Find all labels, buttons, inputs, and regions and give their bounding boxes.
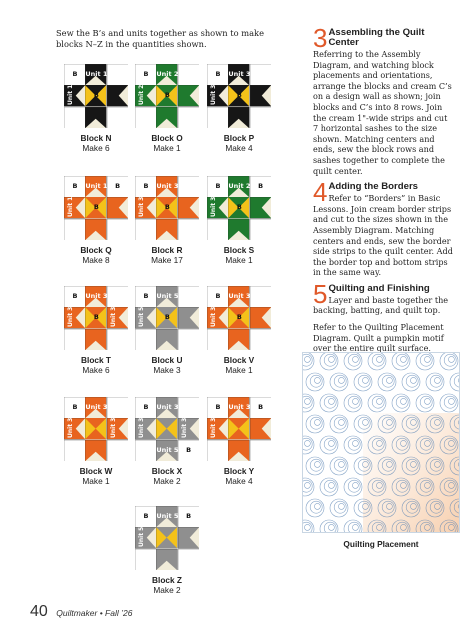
unit-label: Unit 3 <box>67 417 74 438</box>
block-unit-strip <box>228 329 249 350</box>
block-caption <box>127 355 207 375</box>
piece-b-label: B <box>72 182 78 190</box>
block-corner-square <box>178 64 199 85</box>
piece-b-label: B <box>72 403 78 411</box>
block-caption <box>127 245 207 265</box>
unit-label: Unit 3 <box>67 306 74 327</box>
step-body: Layer and baste together the backing, batting, and quilt top. <box>313 294 449 316</box>
block-corner-square <box>250 286 271 307</box>
step-title: Adding the Borders <box>328 181 419 193</box>
quilt-block-t <box>64 286 128 350</box>
step-number: 3 <box>313 23 328 53</box>
unit-label: Unit 2 <box>156 70 179 78</box>
unit-label: Unit 3 <box>85 292 108 300</box>
block-unit-strip <box>250 85 271 106</box>
block-corner-square <box>107 64 128 85</box>
unit-label: Unit 5 <box>138 306 145 327</box>
step-quilting <box>313 278 453 316</box>
quilt-block-s <box>207 176 271 240</box>
unit-label: Unit 3 <box>109 417 117 438</box>
quilt-block-x <box>135 397 199 461</box>
piece-b-label: B <box>236 203 242 212</box>
unit-label: Unit 1 <box>67 84 74 105</box>
step-title: Assembling the Quilt Center <box>328 27 425 48</box>
block-quantity: Make 8 <box>82 255 110 265</box>
placement-caption: Quilting Placement <box>343 539 419 549</box>
block-unit-strip <box>156 219 177 240</box>
piece-b-label: B <box>143 292 149 300</box>
piece-b-label: B <box>215 70 221 78</box>
block-quantity: Make 6 <box>82 365 110 375</box>
pumpkin-quilting-pattern <box>303 353 460 533</box>
block-center-square <box>85 418 106 439</box>
piece-b-label: B <box>215 182 221 190</box>
unit-label: Unit 3 <box>228 403 251 411</box>
block-quantity: Make 6 <box>82 143 110 153</box>
block-corner-square <box>64 219 85 240</box>
block-unit-strip <box>85 440 106 461</box>
quilt-block-r <box>135 176 199 240</box>
block-name: Block Q <box>80 245 112 255</box>
piece-b-label: B <box>93 91 99 100</box>
block-corner-square <box>107 107 128 128</box>
block-corner-square <box>135 219 156 240</box>
block-quantity: Make 1 <box>225 255 253 265</box>
page-number: 40 <box>30 603 48 620</box>
piece-b-label: B <box>143 182 149 190</box>
block-corner-square <box>107 329 128 350</box>
block-corner-square <box>207 440 228 461</box>
block-quantity: Make 2 <box>153 476 181 486</box>
unit-label: Unit 5 <box>138 526 145 547</box>
piece-b-label: B <box>236 313 242 322</box>
page-footer <box>30 603 132 621</box>
quilt-block-y <box>207 397 271 461</box>
piece-b-label: B <box>164 203 170 212</box>
unit-label: Unit 3 <box>210 196 217 217</box>
step-borders <box>313 177 453 278</box>
piece-b-label: B <box>215 403 221 411</box>
block-unit-strip <box>250 418 271 439</box>
block-quantity: Make 1 <box>225 365 253 375</box>
block-corner-square <box>250 107 271 128</box>
block-name: Block U <box>151 355 183 365</box>
step-body: Refer to “Borders” in Basic Lessons. Join cream border strips and cut to the sizes shown in the Assembly Diagram. Matching centers and ends, sew the border side strips to the quilt center. Add the border top and bottom strips in the same way. <box>313 193 453 278</box>
block-corner-square <box>178 329 199 350</box>
unit-label: Unit 3 <box>228 70 251 78</box>
piece-b-label: B <box>186 445 192 454</box>
block-corner-square <box>107 219 128 240</box>
block-unit-strip <box>107 197 128 218</box>
piece-b-label: B <box>215 292 221 300</box>
quilt-block-q <box>64 176 128 240</box>
block-name: Block W <box>79 466 113 476</box>
block-corner-square <box>178 549 199 570</box>
block-caption <box>56 133 136 153</box>
piece-b-label: B <box>72 70 78 78</box>
step-body: Referring to the Assembly Diagram, and watching block placements and orientations, arrange the blocks and cream C’s on a design wall as shown; join blocks and C’s into 8 rows. Join the cream 1"-wide strips and cut 7 horizontal sashes to the size shown. Matching centers and ends, sew the block rows and sashes together to complete the quilt center. <box>313 49 452 176</box>
block-corner-square <box>107 440 128 461</box>
block-corner-square <box>178 176 199 197</box>
block-caption <box>56 355 136 375</box>
block-caption <box>199 245 279 265</box>
block-unit-strip <box>178 85 199 106</box>
unit-label: Unit 2 <box>228 182 251 190</box>
block-unit-strip <box>85 107 106 128</box>
block-center-square <box>156 418 177 439</box>
unit-label: Unit 3 <box>210 84 217 105</box>
block-unit-strip <box>178 197 199 218</box>
block-corner-square <box>135 107 156 128</box>
block-unit-strip <box>156 549 177 570</box>
piece-b-label: B <box>186 512 192 520</box>
unit-label: Unit 1 <box>67 196 74 217</box>
unit-label: Unit 5 <box>156 512 179 520</box>
block-corner-square <box>64 107 85 128</box>
block-corner-square <box>135 329 156 350</box>
block-unit-strip <box>107 85 128 106</box>
unit-label: Unit 3 <box>228 292 251 300</box>
block-quantity: Make 4 <box>225 476 253 486</box>
step-assembling <box>313 23 453 176</box>
block-corner-square <box>135 440 156 461</box>
block-corner-square <box>178 107 199 128</box>
block-name: Block S <box>223 245 255 255</box>
piece-b-label: B <box>143 70 149 78</box>
quilt-block-o <box>135 64 199 128</box>
block-quantity: Make 3 <box>153 365 181 375</box>
block-quantity: Make 2 <box>153 585 181 595</box>
block-caption <box>199 133 279 153</box>
block-unit-strip <box>250 307 271 328</box>
block-unit-strip <box>228 219 249 240</box>
block-name: Block P <box>223 133 255 143</box>
block-unit-strip <box>250 197 271 218</box>
block-quantity: Make 1 <box>153 143 181 153</box>
block-caption <box>199 466 279 486</box>
block-corner-square <box>207 107 228 128</box>
piece-b-label: B <box>164 91 170 100</box>
step-title: Quilting and Finishing <box>328 282 430 294</box>
block-name: Block N <box>80 133 112 143</box>
block-corner-square <box>250 440 271 461</box>
block-corner-square <box>250 329 271 350</box>
step-number: 5 <box>313 278 328 309</box>
block-unit-strip <box>228 107 249 128</box>
block-caption <box>56 466 136 486</box>
block-corner-square <box>135 549 156 570</box>
block-corner-square <box>107 397 128 418</box>
block-center-square <box>156 527 177 548</box>
piece-b-label: B <box>143 403 149 411</box>
block-corner-square <box>250 219 271 240</box>
block-caption <box>127 575 207 595</box>
unit-label: Unit 1 <box>85 70 108 78</box>
piece-b-label: B <box>93 203 99 212</box>
piece-b-label: B <box>115 182 121 190</box>
piece-b-label: B <box>236 91 242 100</box>
unit-label: Unit 3 <box>210 306 217 327</box>
block-name: Block V <box>223 355 255 365</box>
block-unit-strip <box>178 527 199 548</box>
unit-label: Unit 1 <box>85 182 108 190</box>
block-caption <box>127 466 207 486</box>
block-caption <box>56 245 136 265</box>
block-name: Block R <box>151 245 183 255</box>
block-unit-strip <box>156 107 177 128</box>
unit-label: Unit 3 <box>109 306 117 327</box>
unit-label: Unit 2 <box>138 84 145 105</box>
block-unit-strip <box>85 219 106 240</box>
block-name: Block T <box>81 355 111 365</box>
block-caption <box>199 355 279 375</box>
placement-note: Refer to the Quilting Placement Diagram. Quilt a pumpkin motif over the entire quilt surface. <box>313 322 444 354</box>
block-center-square <box>228 418 249 439</box>
intro-text: Sew the B’s and units together as shown to make blocks N–Z in the quantities shown. <box>56 28 264 49</box>
unit-label: Unit 3 <box>180 417 188 438</box>
piece-b-label: B <box>258 182 264 190</box>
piece-b-label: B <box>72 292 78 300</box>
unit-label: Unit 3 <box>156 182 179 190</box>
quilt-block-p <box>207 64 271 128</box>
block-corner-square <box>107 286 128 307</box>
block-quantity: Make 1 <box>82 476 110 486</box>
quilting-placement-diagram <box>302 352 460 533</box>
unit-label: Unit 3 <box>138 417 145 438</box>
piece-b-label: B <box>93 313 99 322</box>
block-corner-square <box>64 329 85 350</box>
publication-name: Quiltmaker • Fall ’26 <box>56 608 133 618</box>
unit-label: Unit 3 <box>156 403 179 411</box>
unit-label: Unit 5 <box>156 445 179 454</box>
block-corner-square <box>178 286 199 307</box>
block-corner-square <box>178 219 199 240</box>
quilt-block-w <box>64 397 128 461</box>
block-name: Block O <box>151 133 183 143</box>
block-name: Block X <box>151 466 183 476</box>
quilt-block-z <box>135 506 199 570</box>
quilt-block-v <box>207 286 271 350</box>
block-corner-square <box>207 219 228 240</box>
block-corner-square <box>207 329 228 350</box>
piece-b-label: B <box>143 512 149 520</box>
unit-label: Unit 3 <box>85 403 108 411</box>
quilt-block-n <box>64 64 128 128</box>
block-unit-strip <box>228 440 249 461</box>
piece-b-label: B <box>164 313 170 322</box>
piece-b-label: B <box>258 403 264 411</box>
block-quantity: Make 4 <box>225 143 253 153</box>
block-quantity: Make 17 <box>151 255 183 265</box>
step-number: 4 <box>313 177 328 208</box>
block-corner-square <box>250 64 271 85</box>
unit-label: Unit 3 <box>210 417 217 438</box>
block-unit-strip <box>178 307 199 328</box>
block-corner-square <box>64 440 85 461</box>
instructions-column <box>313 23 453 376</box>
block-corner-square <box>178 397 199 418</box>
block-unit-strip <box>85 329 106 350</box>
block-name: Block Y <box>223 466 255 476</box>
block-unit-strip <box>156 329 177 350</box>
unit-label: Unit 3 <box>138 196 145 217</box>
unit-label: Unit 5 <box>156 292 179 300</box>
block-name: Block Z <box>152 575 182 585</box>
quilt-block-u <box>135 286 199 350</box>
block-caption <box>127 133 207 153</box>
